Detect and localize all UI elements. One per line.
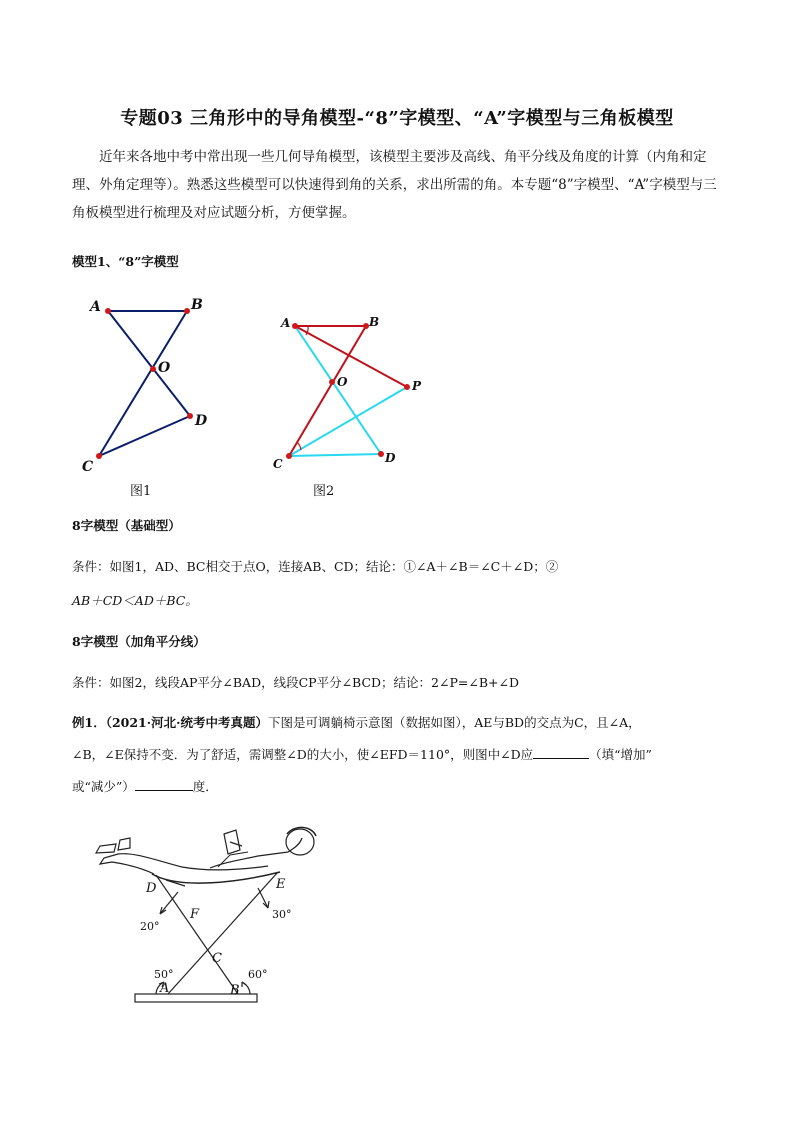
label-a: A <box>90 299 101 315</box>
answer-blank-2[interactable] <box>135 790 193 791</box>
example-text-3a: 或“减少”） <box>72 779 135 794</box>
basic-heading: 8字模型（基础型） <box>72 518 181 533</box>
example-lead: 例1． <box>72 715 106 730</box>
label-o: O <box>337 375 348 389</box>
arc-60 <box>242 982 250 994</box>
basic-condition: 条件：如图1，AD、BC相交于点O，连接AB、CD；结论：①∠A＋∠B＝∠C＋∠D；② <box>72 559 559 574</box>
label-d: D <box>146 881 157 896</box>
figure-2-caption: 图2 <box>313 484 335 499</box>
person-legs <box>100 854 268 874</box>
page-title: 专题03 三角形中的导角模型-“8”字模型、“A”字模型与三角板模型 <box>120 108 674 129</box>
shoe-1 <box>96 844 116 853</box>
example-text-2b: （填“增加” <box>589 747 652 762</box>
point-d <box>187 413 193 419</box>
example-line-1 <box>72 713 641 731</box>
label-a: A <box>281 316 291 330</box>
label-f: F <box>190 907 200 922</box>
segment-ap <box>295 326 407 387</box>
person-body <box>210 838 302 868</box>
example-line-3 <box>72 777 218 795</box>
label-b: B <box>191 297 203 313</box>
example-line-2 <box>72 745 652 763</box>
label-c: C <box>82 459 94 475</box>
label-e: E <box>276 877 286 892</box>
basic-conclusion-2: AB＋CD＜AD＋BC。 <box>72 593 198 608</box>
segment-bc <box>99 311 187 456</box>
point-a <box>105 308 111 314</box>
bisector-condition: 条件：如图2，线段AP平分∠BAD，线段CP平分∠BCD；结论：2∠P=∠B+∠D <box>72 675 519 690</box>
point-c <box>96 453 102 459</box>
label-p: P <box>412 379 422 393</box>
point-c <box>286 453 292 459</box>
point-b <box>184 308 190 314</box>
label-d: D <box>385 451 396 465</box>
angle-label-30: 30° <box>272 908 292 921</box>
point-o <box>150 366 156 372</box>
segment-bc <box>289 326 366 456</box>
point-p <box>404 384 410 390</box>
label-c: C <box>212 951 222 966</box>
figure-1-caption: 图1 <box>130 484 152 499</box>
angle-label-20: 20° <box>140 920 160 933</box>
point-o <box>329 379 335 385</box>
bisector-heading: 8字模型（加角平分线） <box>72 634 206 649</box>
shoe-2 <box>118 838 130 850</box>
example-source: （2021·河北·统考中考真题） <box>105 715 268 730</box>
segment-cp <box>289 387 407 456</box>
model1-heading: 模型1、“8”字模型 <box>72 254 179 269</box>
figure-2 <box>265 305 435 500</box>
figure-1 <box>70 285 230 500</box>
point-a <box>292 323 298 329</box>
angle-label-50: 50° <box>154 968 174 981</box>
label-c: C <box>273 457 283 471</box>
example-text-2a: ∠B，∠E保持不变．为了舒适，需调整∠D的大小，使∠EFD＝110°，则图中∠D应 <box>72 747 534 762</box>
intro-paragraph: 近年来各地中考中常出现一些几何导角模型，该模型主要涉及高线、角平分线及角度的计算（内角和定理、外角定理等）。熟悉这些模型可以快速得到角的关系，求出所需的角。本专题“8”字模型、“A”字模型与三角板模型进行梳理及对应试题分析，方便掌握。 <box>72 149 717 221</box>
arrow-30 <box>258 888 268 908</box>
reclining-chair-figure <box>90 822 330 1014</box>
example-text-3b: 度． <box>192 779 218 794</box>
point-d <box>378 451 384 457</box>
segment-cd <box>289 454 381 456</box>
segment-ad <box>295 326 381 454</box>
label-b: B <box>230 983 240 998</box>
answer-blank-1[interactable] <box>533 758 589 759</box>
label-b: B <box>369 315 380 329</box>
example-text-1: 下图是可调躺椅示意图（数据如图），AE与BD的交点为C，且∠A， <box>267 715 641 730</box>
angle-label-60: 60° <box>248 968 268 981</box>
label-o: O <box>158 360 171 376</box>
label-d: D <box>195 413 208 429</box>
segment-cd <box>99 416 190 456</box>
book <box>224 830 240 854</box>
label-a: A <box>160 981 170 996</box>
angle-mark-c <box>297 442 301 450</box>
